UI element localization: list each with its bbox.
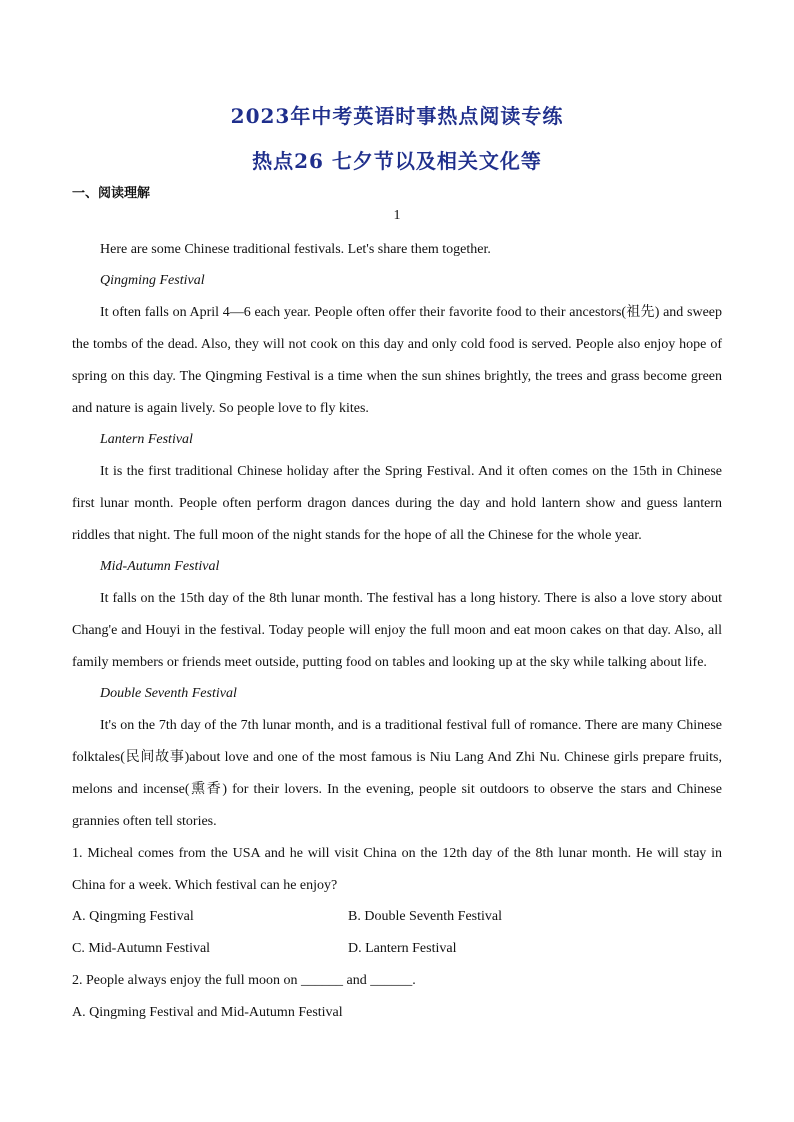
- paragraph-line: first lunar month. People often perform dragon dances during the day and hold lantern show and guess lantern: [72, 496, 722, 511]
- paragraph-line: folktales(民间故事)about love and one of the most famous is Niu Lang And Zhi Nu. Chinese girls prepare fruits,: [72, 750, 722, 765]
- paragraph-line: It is the first traditional Chinese holiday after the Spring Festival. And it often comes on the 15th in Chinese: [100, 464, 722, 479]
- paragraph-line: and nature is again lively. So people love to fly kites.: [72, 401, 369, 416]
- paragraph-line: the tombs of the dead. Also, they will not cook on this day and only cold food is served. People also enjoy hope of: [72, 337, 722, 352]
- lantern-heading: Lantern Festival: [100, 432, 193, 447]
- paragraph-line: grannies often tell stories.: [72, 814, 217, 829]
- doubleseventh-heading: Double Seventh Festival: [100, 686, 237, 701]
- paragraph-line: It falls on the 15th day of the 8th lunar month. The festival has a long history. There is also a love story about: [100, 591, 722, 606]
- document-title: 2023年中考英语时事热点阅读专练: [230, 104, 564, 128]
- paragraph-line: riddles that night. The full moon of the night stands for the hope of all the Chinese for the whole year.: [72, 528, 642, 543]
- section-heading: 一、阅读理解: [72, 186, 151, 201]
- passage-number: 1: [393, 208, 401, 223]
- midautumn-heading: Mid-Autumn Festival: [100, 559, 220, 574]
- paragraph-line: Chang'e and Houyi in the festival. Today people will enjoy the full moon and eat moon cakes on that day. Also, all: [72, 623, 722, 638]
- question-1-option-b: B. Double Seventh Festival: [348, 909, 502, 924]
- question-1-option-c: C. Mid-Autumn Festival: [72, 941, 211, 956]
- question-2-option-a: A. Qingming Festival and Mid-Autumn Festival: [72, 1005, 343, 1020]
- paragraph-line: It's on the 7th day of the 7th lunar month, and is a traditional festival full of romance. There are many Chinese: [100, 718, 722, 733]
- qingming-heading: Qingming Festival: [100, 273, 205, 288]
- document-subtitle: 热点26 七夕节以及相关文化等: [252, 149, 542, 173]
- paragraph-line: melons and incense(熏香) for their lovers. In the evening, people sit outdoors to observe the stars and Chinese: [72, 782, 722, 797]
- question-1-stem: China for a week. Which festival can he enjoy?: [72, 878, 338, 893]
- question-1-stem: 1. Micheal comes from the USA and he will visit China on the 12th day of the 8th lunar month. He will stay in: [72, 846, 722, 861]
- question-2-stem: 2. People always enjoy the full moon on ______ and ______.: [72, 973, 416, 988]
- passage-intro: Here are some Chinese traditional festivals. Let's share them together.: [100, 242, 491, 257]
- paragraph-line: It often falls on April 4—6 each year. People often offer their favorite food to their ancestors(祖先) and sweep: [100, 305, 722, 320]
- paragraph-line: spring on this day. The Qingming Festival is a time when the sun shines brightly, the trees and grass become green: [72, 369, 722, 384]
- paragraph-line: family members or friends meet outside, putting food on tables and looking up at the sky while talking about life.: [72, 655, 707, 670]
- question-1-option-a: A. Qingming Festival: [72, 909, 194, 924]
- question-1-option-d: D. Lantern Festival: [348, 941, 457, 956]
